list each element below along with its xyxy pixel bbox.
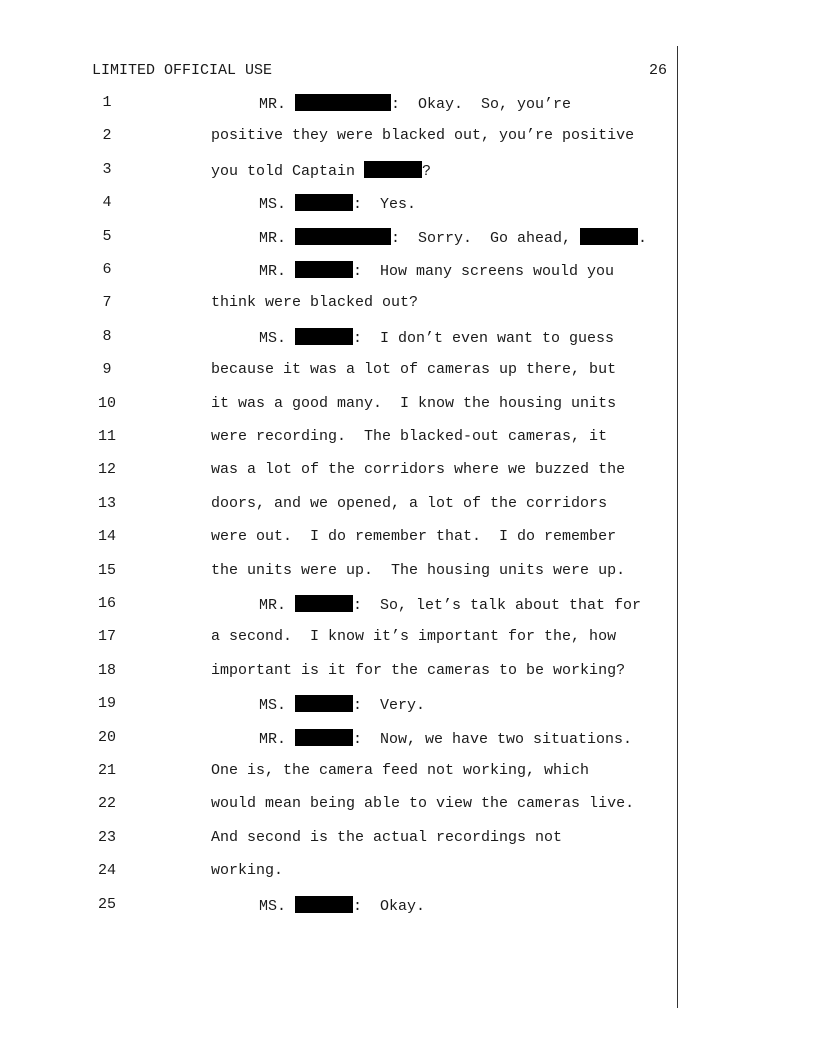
line-text: [211, 862, 283, 879]
line-text: [259, 328, 614, 347]
line-number: 6: [102, 261, 112, 278]
text-segment: : I don’t even want to guess: [353, 329, 615, 347]
line-text: [211, 428, 607, 445]
line-text: [211, 461, 625, 478]
line-text: [211, 161, 431, 180]
text-segment: because it was a lot of cameras up there, but: [211, 361, 617, 379]
text-segment: you told Captain: [211, 162, 365, 180]
line-text: [259, 94, 571, 113]
text-segment: : Very.: [353, 697, 426, 715]
redaction-box: [295, 94, 391, 111]
line-number: 11: [97, 428, 116, 445]
text-segment: .: [638, 229, 648, 247]
line-number: 24: [97, 862, 116, 880]
text-segment: was a lot of the corridors where we buzzed the: [211, 461, 626, 479]
redaction-box: [295, 228, 391, 245]
text-segment: MS.: [259, 897, 296, 915]
line-number: 4: [102, 194, 112, 212]
line-text: [211, 795, 634, 812]
text-segment: would mean being able to view the cameras live.: [211, 795, 635, 813]
line-number: 18: [97, 661, 116, 679]
line-number: 5: [102, 227, 112, 245]
line-text: [259, 729, 632, 748]
text-segment: MS.: [259, 697, 296, 715]
line-number: 1: [102, 94, 112, 111]
line-number: 23: [97, 828, 116, 846]
text-segment: doors, and we opened, a lot of the corridors: [211, 494, 608, 512]
redaction-box: [295, 729, 353, 746]
text-segment: a second. I know it’s important for the, how: [211, 628, 617, 646]
line-number: 3: [102, 160, 112, 178]
text-segment: MR.: [259, 96, 296, 113]
text-segment: MR.: [259, 730, 296, 748]
text-segment: think were blacked out?: [211, 294, 419, 312]
redaction-box: [295, 328, 353, 345]
line-text: [259, 194, 416, 213]
redaction-box: [295, 261, 353, 278]
line-text: [259, 228, 647, 247]
redaction-box: [580, 228, 638, 245]
line-number: 10: [97, 394, 116, 412]
line-number: 17: [97, 628, 116, 646]
line-text: [211, 562, 625, 579]
line-number: 13: [97, 494, 116, 512]
text-segment: the units were up. The housing units were up.: [211, 561, 626, 579]
line-number: 14: [97, 528, 116, 546]
text-segment: MR.: [259, 597, 296, 614]
text-segment: : Now, we have two situations.: [353, 730, 633, 748]
text-segment: MS.: [259, 196, 296, 214]
line-number: 21: [97, 762, 116, 779]
redaction-box: [364, 161, 422, 178]
line-text: [259, 695, 425, 714]
line-number: 15: [97, 561, 116, 579]
text-segment: And second is the actual recordings not: [211, 828, 563, 846]
line-number: 25: [97, 895, 116, 913]
line-text: [211, 829, 562, 846]
line-text: [211, 127, 634, 144]
redaction-box: [295, 194, 353, 211]
line-number: 22: [97, 795, 116, 813]
line-number: 19: [97, 695, 116, 713]
line-number: 20: [97, 728, 116, 746]
redaction-box: [295, 896, 353, 913]
line-text: [211, 395, 616, 412]
line-text: [211, 294, 418, 311]
line-text: [211, 762, 589, 779]
line-number: 9: [102, 361, 112, 379]
line-number: 16: [97, 595, 116, 612]
text-segment: MR.: [259, 229, 296, 247]
text-segment: : Okay. So, you’re: [391, 96, 572, 113]
line-text: [211, 628, 616, 645]
classification-header: LIMITED OFFICIAL USE: [92, 62, 273, 79]
line-text: [211, 662, 625, 679]
line-number: 8: [102, 327, 112, 345]
line-text: [211, 361, 616, 378]
line-text: [259, 896, 425, 915]
text-segment: : So, let’s talk about that for: [353, 597, 642, 614]
text-segment: MR.: [259, 263, 296, 280]
text-segment: : Okay.: [353, 897, 426, 915]
text-segment: MS.: [259, 329, 296, 347]
redaction-box: [295, 695, 353, 712]
text-segment: : Sorry. Go ahead,: [391, 229, 581, 247]
line-number: 12: [97, 461, 116, 479]
line-text: [259, 261, 614, 280]
text-segment: ?: [422, 162, 432, 180]
page-number: 26: [648, 62, 667, 79]
text-segment: : How many screens would you: [353, 263, 615, 280]
text-segment: were recording. The blacked-out cameras, it: [211, 428, 608, 445]
line-text: [259, 595, 641, 614]
line-number: 7: [102, 294, 112, 312]
text-segment: : Yes.: [353, 196, 417, 214]
redaction-box: [295, 595, 353, 612]
line-text: [211, 528, 616, 545]
line-number: 2: [102, 127, 112, 145]
right-margin-rule: [677, 46, 678, 1008]
text-segment: One is, the camera feed not working, which: [211, 762, 590, 779]
text-segment: positive they were blacked out, you’re positive: [211, 127, 635, 145]
line-text: [211, 495, 607, 512]
text-segment: it was a good many. I know the housing units: [211, 394, 617, 412]
text-segment: were out. I do remember that. I do remember: [211, 528, 617, 546]
text-segment: important is it for the cameras to be working?: [211, 661, 626, 679]
text-segment: working.: [211, 862, 284, 880]
